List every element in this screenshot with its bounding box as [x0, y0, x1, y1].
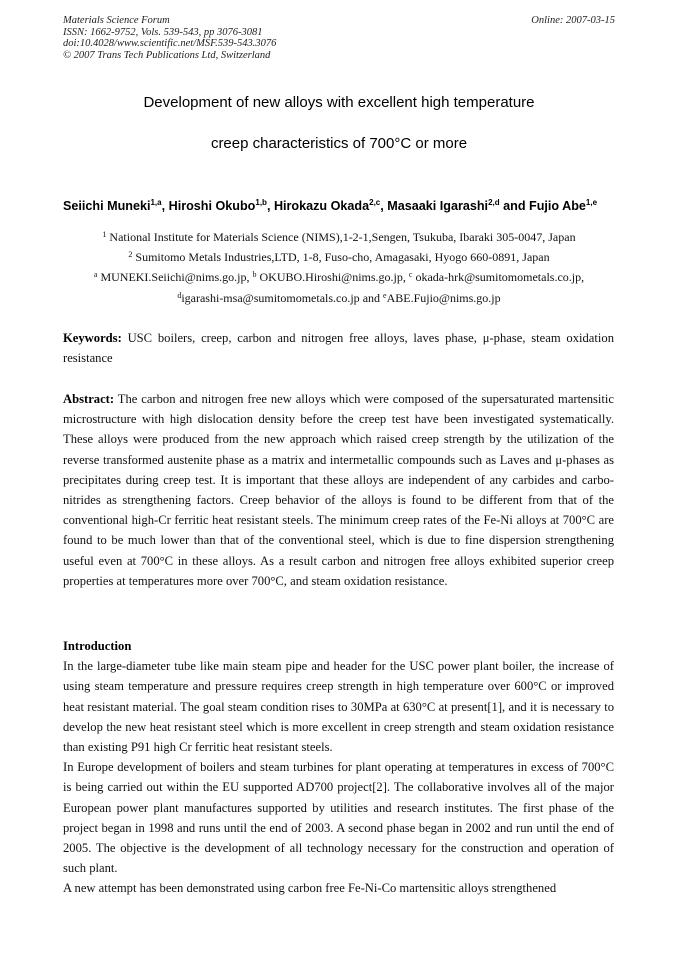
- email-address: MUNEKI.Seiichi@nims.go.jp,: [100, 270, 250, 284]
- email-line-2: [63, 289, 615, 305]
- introduction-section: [63, 636, 614, 899]
- email-address: ABE.Fujio@nims.go.jp: [386, 291, 501, 305]
- journal-metadata: [63, 15, 276, 61]
- email-address: okada-hrk@sumitomometals.co.jp,: [415, 270, 585, 284]
- author-affiliation-mark: 2,c: [369, 198, 381, 207]
- email-mark: a: [93, 270, 98, 279]
- author-separator: ,: [266, 199, 274, 213]
- author-separator: ,: [380, 199, 388, 213]
- email-line-1: [63, 268, 615, 284]
- keywords-label: Keywords:: [63, 331, 122, 345]
- affiliation-1: [63, 228, 615, 244]
- email-mark: e: [383, 291, 387, 300]
- email-mark: c: [408, 270, 413, 279]
- online-date: Online: 2007-03-15: [531, 15, 615, 26]
- author-name: Seiichi Muneki: [63, 199, 151, 213]
- author-affiliation-mark: 1,e: [585, 198, 598, 207]
- author-name: Hirokazu Okada: [273, 199, 370, 213]
- author-separator: ,: [161, 199, 169, 213]
- abstract-text: The carbon and nitrogen free new alloys which were composed of the supersaturated martensitic microstructure with high dislocation density before the creep test have been investigated systematically. These alloys were produced from the new approach which raised creep strength by the utilization of the reverse transformed austenite phase as a matrix and intermetallic compounds such as Laves and μ-phases as precipitates during creep test. It is important that these alloys are independent of any carbides and carbo-nitrides as strengthening factors. Creep behavior of the alloys is found to be different from that of the conventional high-Cr ferritic heat resistant steels. The minimum creep rates of the Fe-Ni alloys at 700°C are found to be much lower than that of the conventional steel, which is due to fine dispersion strengthening useful even at 700°C in these alloys. As a result carbon and nitrogen free alloys exhibited superior creep properties at temperatures more over 700°C, and steam oxidation resistance.: [63, 392, 614, 588]
- paragraph: In Europe development of boilers and steam turbines for plant operating at temperatures in excess of 700°C is being carried out within the EU supported AD700 project[2]. The collaborative involves all of the major European power plant manufactures supported by utilities and research institutes. The first phase of the project began in 1998 and runs until the end of 2003. A second phase began in 2002 and run until the end of 2005. The objective is the development of all technology necessary for the construction and operation of such plant.: [63, 760, 614, 876]
- email-address: igarashi-msa@sumitomometals.co.jp: [181, 291, 360, 305]
- journal-name: Materials Science Forum: [63, 15, 170, 26]
- doi-line: doi:10.4028/www.scientific.net/MSF.539-543.3076: [63, 38, 277, 50]
- author-affiliation-mark: 1,a: [150, 198, 162, 207]
- affiliation-mark: 1: [102, 230, 107, 239]
- abstract-label: Abstract:: [63, 392, 115, 406]
- issn-line: ISSN: 1662-9752, Vols. 539-543, pp 3076-3081: [63, 26, 263, 38]
- paragraph: A new attempt has been demonstrated using carbon free Fe-Ni-Co martensitic alloys strengthened: [63, 881, 557, 896]
- paper-title-line-2: creep characteristics of 700°C or more: [210, 135, 468, 152]
- abstract-section: [63, 389, 614, 591]
- author-affiliation-mark: 1,b: [255, 198, 267, 207]
- email-address: OKUBO.Hiroshi@nims.go.jp,: [259, 270, 406, 284]
- author-name: Hiroshi Okubo: [168, 199, 256, 213]
- email-mark: b: [252, 270, 257, 279]
- author-affiliation-mark: 2,d: [488, 198, 500, 207]
- author-name: Masaaki Igarashi: [387, 199, 489, 213]
- copyright-line: © 2007 Trans Tech Publications Ltd, Switzerland: [63, 49, 271, 61]
- author-conjunction: and: [499, 199, 530, 213]
- author-list: [63, 198, 615, 213]
- affiliation-2: [63, 248, 615, 264]
- keywords-section: [63, 328, 614, 368]
- author-name: Fujio Abe: [529, 199, 586, 213]
- affiliation-text: Sumitomo Metals Industries,LTD, 1-8, Fuso-cho, Amagasaki, Hyogo 660-0891, Japan: [135, 250, 550, 264]
- section-heading: Introduction: [63, 639, 132, 653]
- email-mark: d: [177, 291, 182, 300]
- paragraph: In the large-diameter tube like main steam pipe and header for the USC power plant boiler, the increase of using steam temperature and pressure requires creep strength in high temperature over 600°C or improved heat resistant material. The goal steam condition rises to 30MPa at 630°C at present[1], and it is necessary to develop the new heat resistant steel which is more excellent in creep strength and steam oxidation resistance than existing P91 high Cr ferritic heat resistant steels.: [63, 659, 614, 755]
- keywords-text: USC boilers, creep, carbon and nitrogen free alloys, laves phase, μ-phase, steam oxidation resistance: [63, 331, 614, 366]
- paper-title-line-1: Development of new alloys with excellent high temperature: [143, 94, 535, 111]
- affiliation-mark: 2: [128, 250, 133, 259]
- email-conjunction: and: [362, 291, 381, 305]
- affiliation-text: National Institute for Materials Science (NIMS),1-2-1,Sengen, Tsukuba, Ibaraki 305-0047, Japan: [109, 230, 576, 244]
